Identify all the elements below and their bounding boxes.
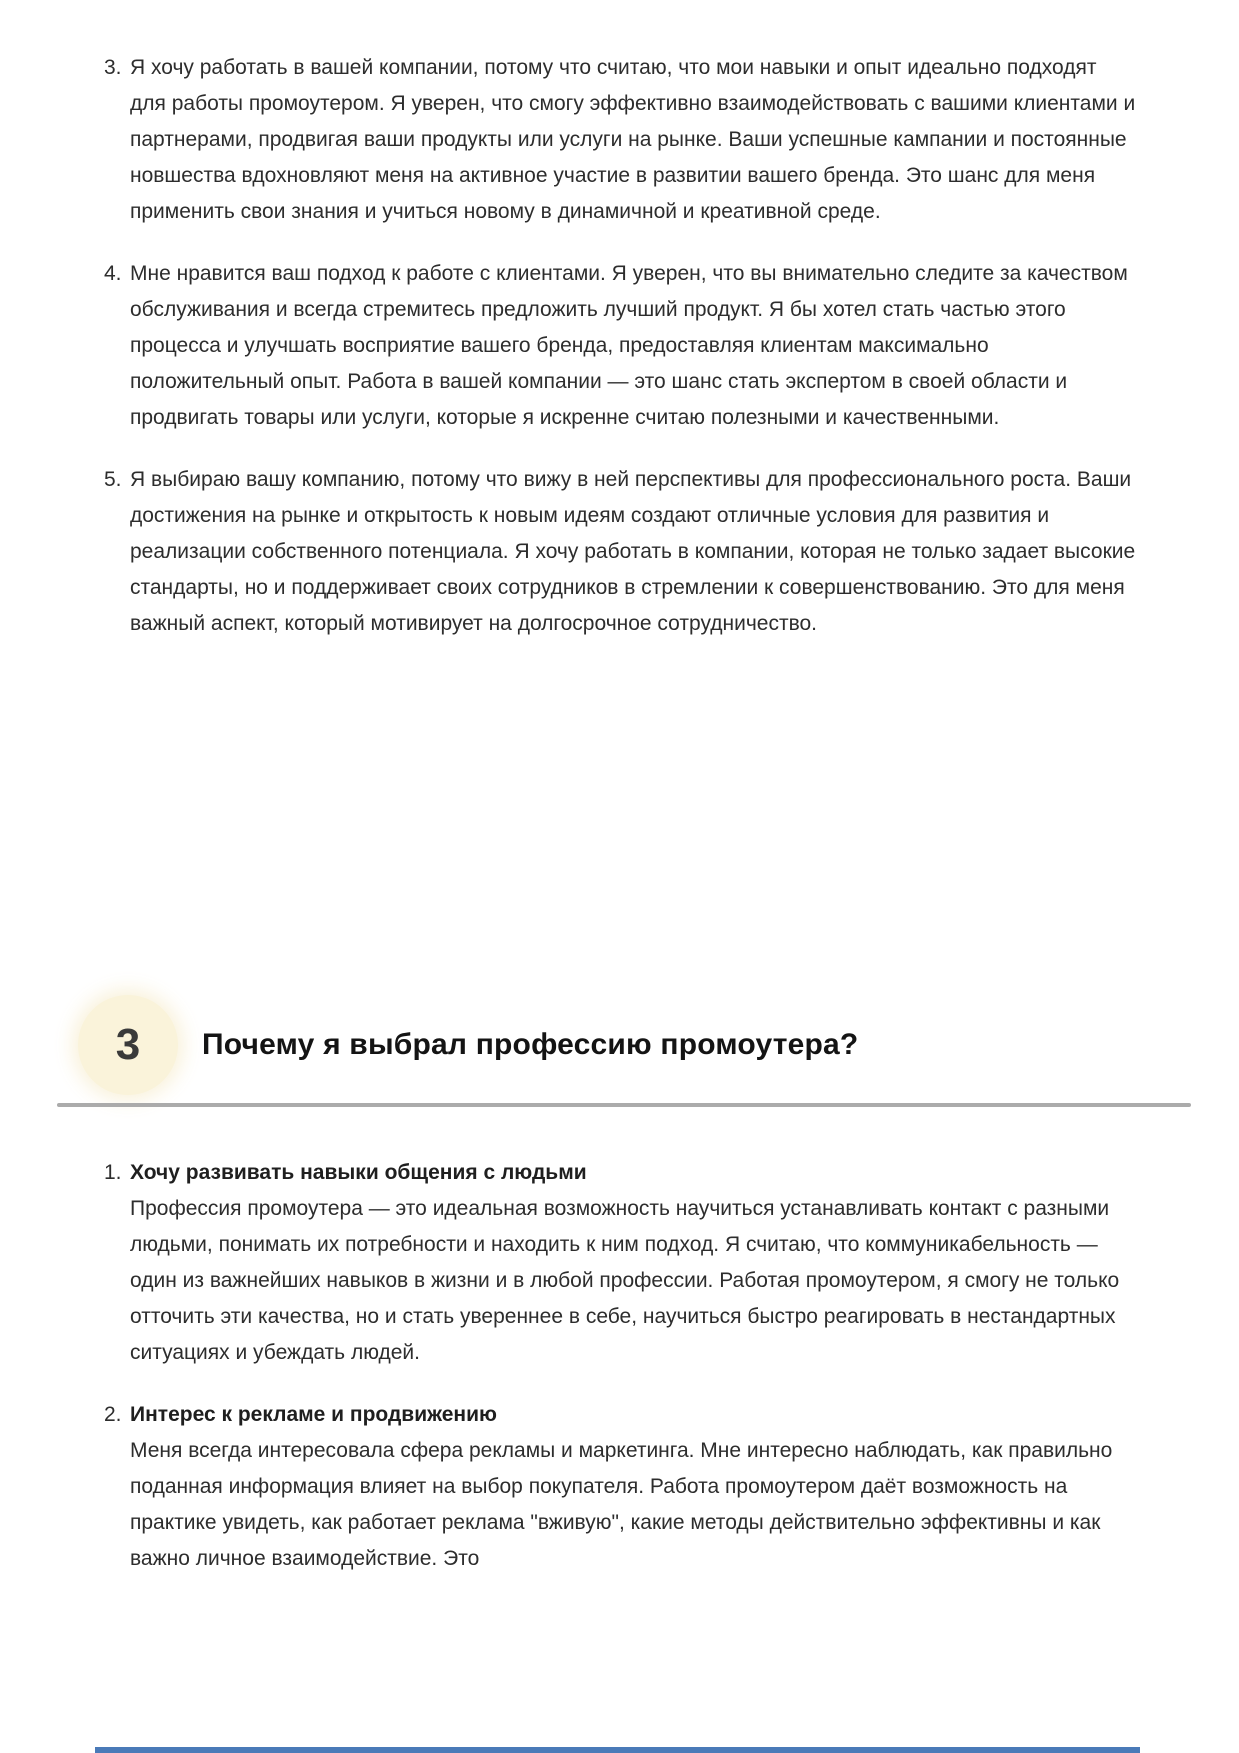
bottom-accent-bar	[95, 1747, 1140, 1753]
reasons-numbered-list	[104, 1155, 1144, 1577]
list-item-heading: Интерес к рекламе и продвижению	[130, 1403, 497, 1426]
list-item-text	[130, 1397, 1138, 1577]
list-item-number: 2.	[104, 1403, 122, 1426]
section-divider	[57, 1103, 1191, 1107]
list-item-text: Я выбираю вашу компанию, потому что вижу в ней перспективы для профессионального роста. Ваши достижения на рынке и открытость к новым идеям создают отличные условия для развития и реализации собственного потенциала. Я хочу работать в компании, которая не только задает высокие стандарты, но и поддерживает своих сотрудников в стремлении к совершенствованию. Это для меня важный аспект, который мотивирует на долгосрочное сотрудничество.	[130, 468, 1136, 635]
section-title: Почему я выбрал профессию промоутера?	[202, 1028, 859, 1061]
list-item	[104, 50, 1144, 230]
list-item	[104, 1397, 1144, 1577]
list-item-number: 1.	[104, 1161, 122, 1184]
list-item-number: 3.	[104, 56, 122, 79]
list-item	[104, 462, 1144, 642]
list-item-number: 5.	[104, 468, 122, 491]
list-item-text: Я хочу работать в вашей компании, потому что считаю, что мои навыки и опыт идеально подходят для работы промоутером. Я уверен, что смогу эффективно взаимодействовать с вашими клиентами и партнерами, продвигая ваши продукты или услуги на рынке. Ваши успешные кампании и постоянные новшества вдохновляют меня на активное участие в развитии вашего бренда. Это шанс для меня применить свои знания и учиться новому в динамичной и креативной среде.	[130, 56, 1136, 223]
list-item-text	[130, 1155, 1138, 1371]
list-item	[104, 1155, 1144, 1371]
list-item-paragraph: Профессия промоутера — это идеальная возможность научиться устанавливать контакт с разными людьми, понимать их потребности и находить к ним подход. Я считаю, что коммуникабельность — один из важнейших навыков в жизни и в любой профессии. Работая промоутером, я смогу не только отточить эти качества, но и стать увереннее в себе, научиться быстро реагировать в нестандартных ситуациях и убеждать людей.	[130, 1197, 1120, 1364]
list-item-text: Мне нравится ваш подход к работе с клиентами. Я уверен, что вы внимательно следите за качеством обслуживания и всегда стремитесь предложить лучший продукт. Я бы хотел стать частью этого процесса и улучшать восприятие вашего бренда, предоставляя клиентам максимально положительный опыт. Работа в вашей компании — это шанс стать экспертом в своей области и продвигать товары или услуги, которые я искренне считаю полезными и качественными.	[130, 262, 1128, 429]
list-item	[104, 256, 1144, 436]
section-header	[78, 995, 858, 1095]
intro-numbered-list	[104, 50, 1144, 642]
list-item-heading: Хочу развивать навыки общения с людьми	[130, 1161, 587, 1184]
list-item-paragraph: Меня всегда интересовала сфера рекламы и маркетинга. Мне интересно наблюдать, как правильно поданная информация влияет на выбор покупателя. Работа промоутером даёт возможность на практике увидеть, как работает реклама "вживую", какие методы действительно эффективны и как важно личное взаимодействие. Это	[130, 1439, 1113, 1570]
list-item-number: 4.	[104, 262, 122, 285]
section-number-badge: 3	[78, 995, 178, 1095]
